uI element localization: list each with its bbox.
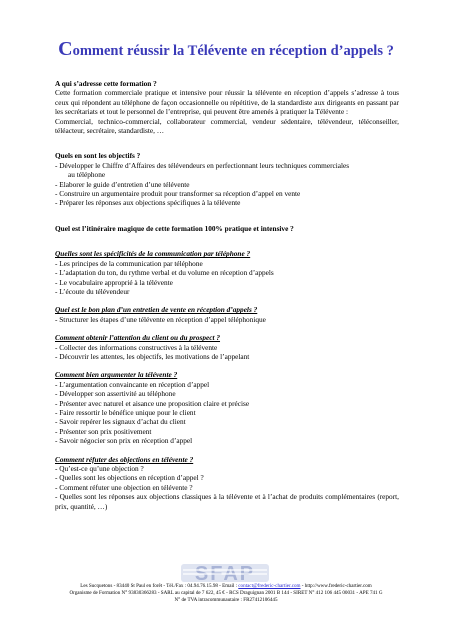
section-item: - Quelles sont les réponses aux objections classiques à la télévente et à l’achat de produits complémentaires (report, prix, quantité, …)	[55, 492, 399, 511]
audience-heading: A qui s’adresse cette formation ?	[55, 79, 157, 88]
section-item: - Qu’est-ce qu’une objection ?	[55, 464, 144, 473]
audience-text: Cette formation commerciale pratique et intensive pour réussir la télévente en réception d’appels s’adresse à tous ceux qui répondent au téléphone de façon occasionnelle ou répétitive, de la standardiste aux dirigeants en passant par les secrétariats et tout le personnel de l’entreprise, qui peuvent être amenés à pratiquer la Télévente :	[55, 88, 399, 117]
section-heading: Comment bien argumenter la télévente ?	[55, 370, 178, 380]
logo-text: SFAP	[194, 563, 256, 585]
footer-line-registration: Organisme de Formation N° 93830366283 - SARL au capital de 7 622, 45 € - RCS Draguignan 2001 B 144 - SIRET N° 412 106 445 00031 - APE 741 G	[69, 590, 383, 597]
title-text: omment réussir la Télévente en réception d’appels ?	[72, 43, 394, 59]
audience-roles: Commercial, technico-commercial, collaborateur commercial, vendeur sédentaire, télévendeur, téléconseiller, téléacteur, secrétaire, standardiste, …	[55, 116, 399, 136]
objective-item: - Elaborer le guide d’entretien d’une télévente	[55, 179, 190, 189]
section-item: - Savoir négocier son prix en réception d’appel	[55, 436, 193, 446]
audience-section	[55, 79, 399, 135]
section-item: - Structurer les étapes d’une télévente en réception d’appel téléphonique	[55, 314, 266, 324]
section-item: - Présenter son prix positivement	[55, 426, 152, 436]
section-heading: Quel est le bon plan d’un entretien de vente en réception d’appels ?	[55, 305, 258, 315]
section-item: - Comment réfuter une objection en télévente ?	[55, 482, 193, 492]
section-item: - Présenter avec naturel et aisance une proposition claire et précise	[55, 398, 250, 408]
footer-line-contact: Les Sucquetons - 83440 St Paul en forêt - Tél./Fax : 04.94.76.15.98 - Email : contact@frederic-chartier.com - http://www.frederic-chartier.com	[80, 583, 372, 589]
section-item: - L’adaptation du ton, du rythme verbal et du volume en réception d’appels	[55, 268, 274, 278]
section-heading: Quelles sont les spécificités de la communication par téléphone ?	[55, 249, 251, 259]
program-section	[55, 249, 399, 296]
objectives-section	[55, 151, 399, 207]
objectives-heading: Quels en sont les objectifs ?	[55, 151, 141, 161]
title-first-letter: C	[58, 38, 73, 60]
document-body	[55, 79, 399, 511]
section-item: - L’écoute du télévendeur	[55, 286, 130, 296]
section-item: - Faire ressortir le bénéfice unique pour le client	[55, 407, 196, 417]
program-section	[55, 370, 399, 445]
section-item: - Savoir repérer les signaux d’achat du client	[55, 417, 186, 427]
program-section	[55, 333, 399, 361]
section-heading: Comment réfuter des objections en télévente ?	[55, 454, 194, 464]
program-section	[55, 455, 399, 511]
section-item: - Les principes de la communication par téléphone	[55, 258, 203, 268]
section-item: - Quelles sont les objections en réception d’appel ?	[55, 473, 204, 483]
section-item: - Le vocabulaire approprié à la télévente	[55, 277, 173, 287]
objective-item: - Préparer les réponses aux objections spécifiques à la télévente	[55, 198, 241, 208]
section-item: - Découvrir les attentes, les objectifs, les motivations de l’appelant	[55, 351, 250, 361]
section-item: - L’argumentation convaincante en réception d’appel	[55, 379, 210, 389]
section-heading: Comment obtenir l’attention du client ou du prospect ?	[55, 333, 221, 343]
objective-item: au téléphone	[68, 170, 106, 180]
email-link[interactable]: contact@frederic-chartier.com	[238, 583, 301, 589]
page-title	[0, 38, 452, 61]
program-section	[55, 305, 399, 324]
objective-item: - Construire un argumentaire produit pour transformer sa réception d’appel en vente	[55, 189, 301, 199]
section-item: - Collecter des informations constructives à la télévente	[55, 342, 218, 352]
page-footer	[0, 583, 452, 605]
footer-line-vat: N° de TVA intracommunautaire : FR27412106445	[174, 597, 278, 604]
section-item: - Développer son assertivité au téléphone	[55, 389, 176, 399]
objective-item: - Développer le Chiffre d’Affaires des télévendeurs en perfectionnant leurs techniques commerciales	[55, 160, 350, 170]
itinerary-heading: Quel est l’itinéraire magique de cette formation 100% pratique et intensive ?	[55, 223, 294, 233]
